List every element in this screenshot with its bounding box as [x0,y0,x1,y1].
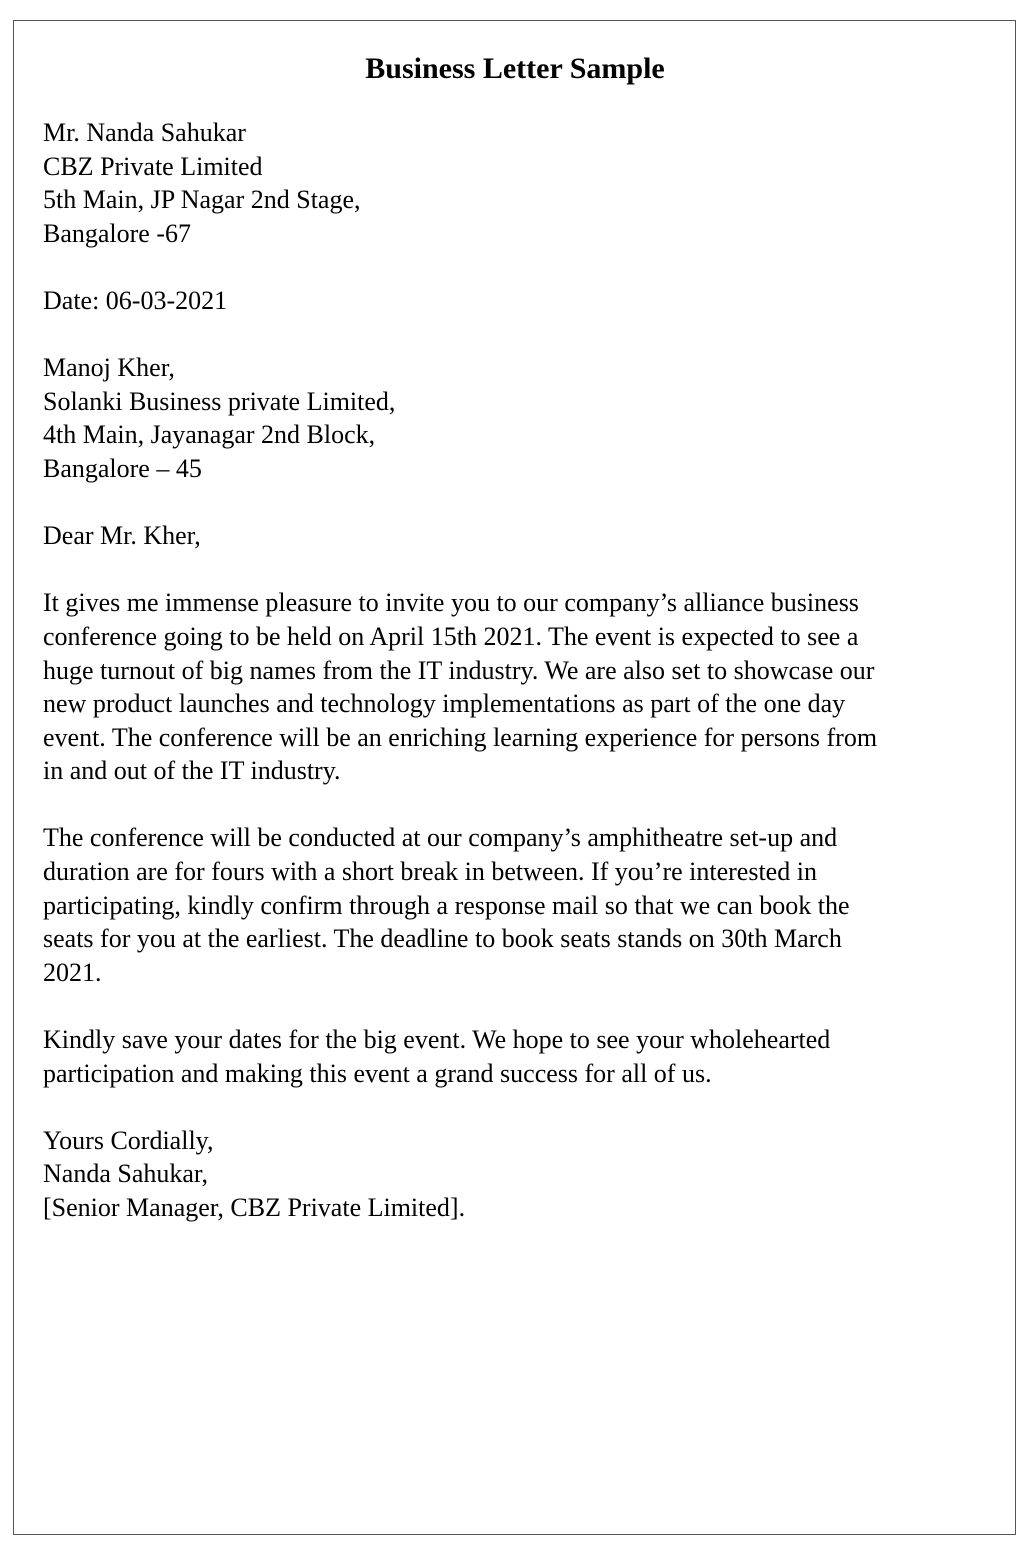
body-paragraph-1 [43,586,993,788]
sender-address [43,116,993,250]
paragraph-line: Kindly save your dates for the big event. We hope to see your wholehearted [43,1025,831,1055]
signer-title: [Senior Manager, CBZ Private Limited]. [43,1193,466,1222]
body-paragraph-3 [43,1023,993,1090]
paragraph-line: new product launches and technology implementations as part of the one day [43,689,846,719]
paragraph-line: 2021. [43,957,102,987]
body-paragraph-2 [43,821,993,989]
document-title: Business Letter Sample [365,52,665,85]
paragraph-line: The conference will be conducted at our company’s amphitheatre set-up and [43,823,838,853]
paragraph-line: duration are for fours with a short break in between. If you’re interested in [43,857,817,887]
salutation [43,519,993,553]
sender-name: Mr. Nanda Sahukar [43,118,246,147]
paragraph-line: event. The conference will be an enriching learning experience for persons from [43,722,878,752]
letter-content [43,116,993,1258]
sender-city: Bangalore -67 [43,218,192,248]
salutation-text: Dear Mr. Kher, [43,521,201,551]
recipient-company: Solanki Business private Limited, [43,386,396,416]
paragraph-line: participation and making this event a grand success for all of us. [43,1058,712,1088]
closing [43,1124,993,1225]
recipient-address-line: 4th Main, Jayanagar 2nd Block, [43,420,376,450]
paragraph-line: conference going to be held on April 15th 2021. The event is expected to see a [43,621,859,651]
paragraph-line: huge turnout of big names from the IT industry. We are also set to showcase our [43,655,875,685]
recipient-address [43,351,993,485]
valediction: Yours Cordially, [43,1125,214,1155]
sender-address-line: 5th Main, JP Nagar 2nd Stage, [43,185,361,215]
paragraph-line: seats for you at the earliest. The deadline to book seats stands on 30th March [43,924,842,954]
letter-date [43,284,993,318]
sender-company: CBZ Private Limited [43,151,263,181]
paragraph-line: It gives me immense pleasure to invite you to our company’s alliance business [43,588,859,618]
paragraph-line: participating, kindly confirm through a response mail so that we can book the [43,890,850,920]
signer-name: Nanda Sahukar, [43,1159,209,1189]
recipient-name: Manoj Kher, [43,353,175,383]
date-text: Date: 06-03-2021 [43,285,228,315]
recipient-city: Bangalore – 45 [43,453,202,483]
paragraph-line: in and out of the IT industry. [43,756,341,786]
